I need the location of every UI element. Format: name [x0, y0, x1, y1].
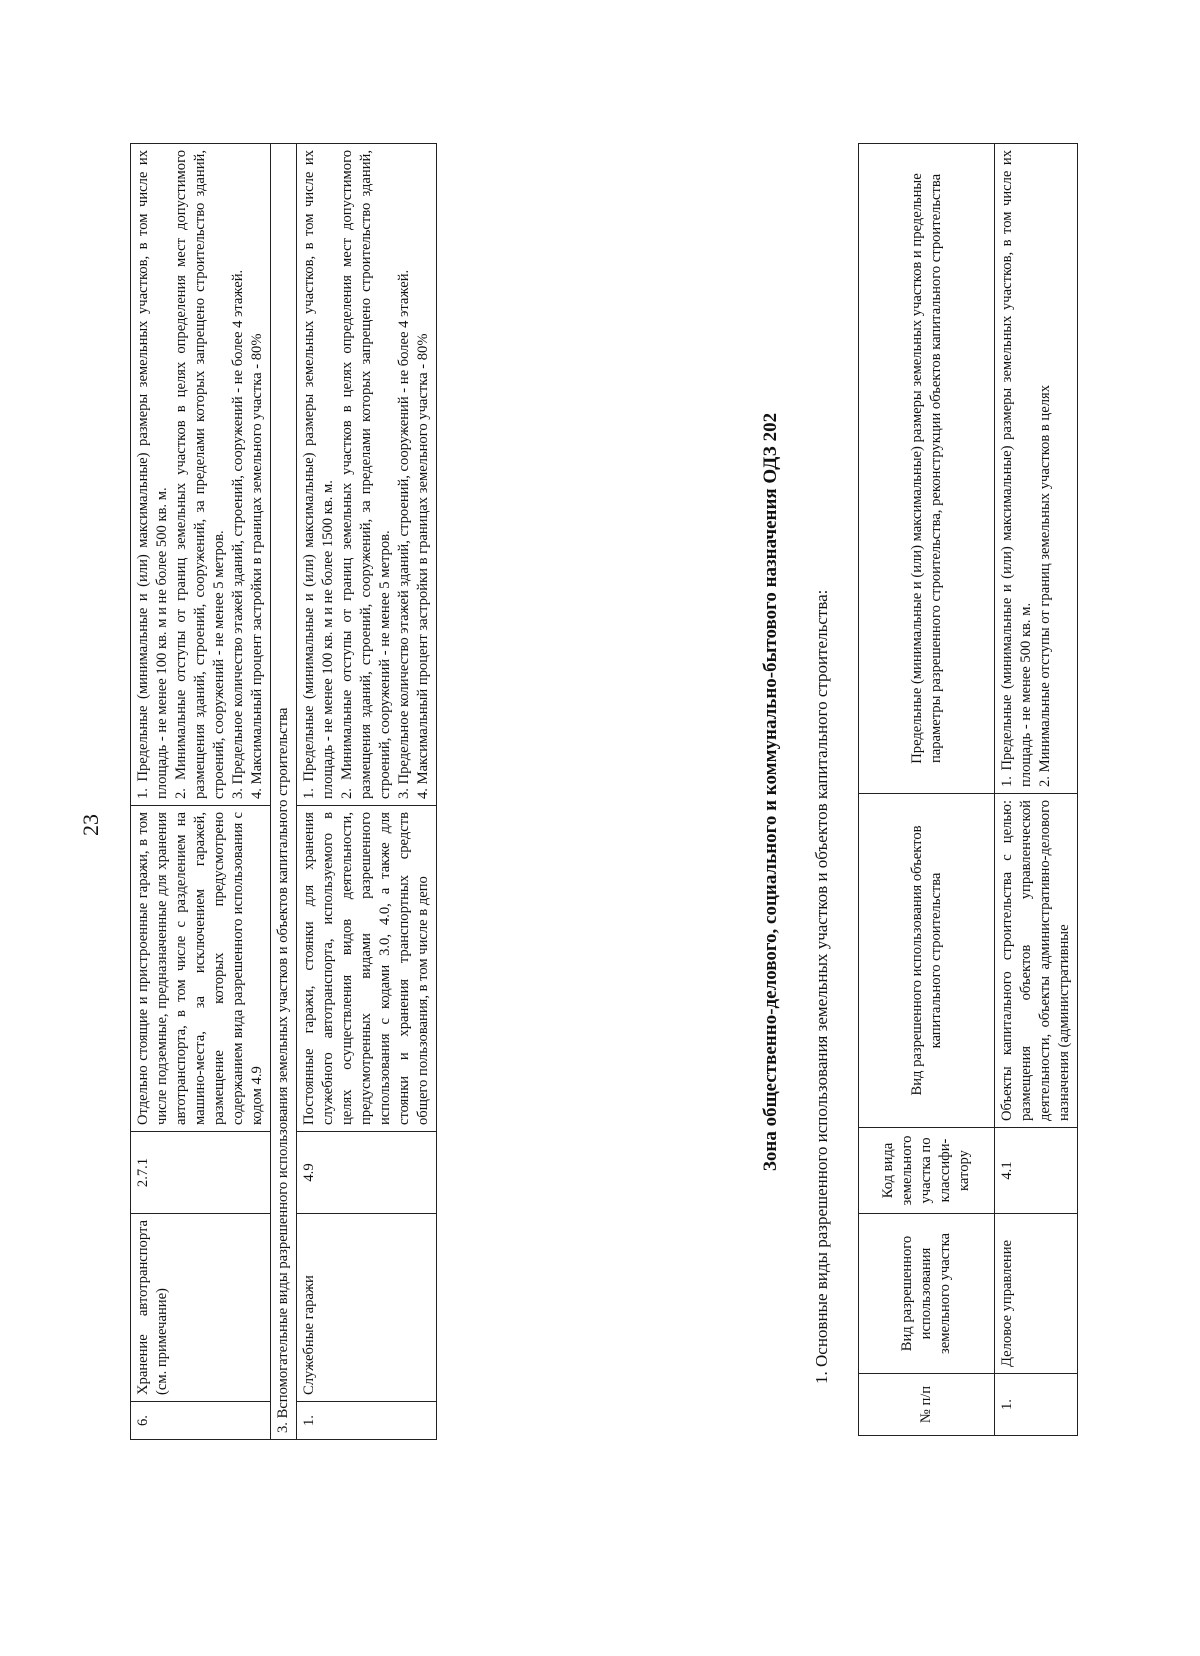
parameter-item: 1. Предельные (минимальные и (или) максимальные) размеры земельных участков, в том числе их площадь - не менее 100 кв. м и не более 500 кв. м. — [135, 150, 170, 799]
land-use-type: Хранение автотранспорта (см. примечание) — [131, 1214, 271, 1402]
parameter-item: 2. Минимальные отступы от границ земельных участков в целях определения мест допустимого размещения зданий, строений, сооружений, за пределами которых запрещено строительство зданий, строений, сооружений - не менее 5 метров. — [339, 150, 393, 799]
table-row — [297, 144, 437, 1440]
row-number: 1. — [297, 1402, 437, 1440]
column-header-land-use: Вид разрешенного использования земельного участка — [859, 1214, 995, 1374]
parameters-list — [134, 150, 267, 799]
table-row — [995, 144, 1078, 1436]
row-number: 6. — [131, 1402, 271, 1440]
section-heading: 3. Вспомогательные виды разрешенного использования земельных участков и объектов капитального строительства — [271, 144, 297, 1440]
land-use-table-continued — [130, 143, 437, 1440]
column-header-parameters: Предельные (минимальные и (или) максимальные) размеры земельных участков и предельные параметры разрешенного строительства, реконструкции объектов капитального строительства — [859, 144, 995, 794]
parameters-cell — [995, 144, 1078, 794]
parameter-item: 1. Предельные (минимальные и (или) максимальные) размеры земельных участков, в том числе их площадь - не менее 500 кв. м. — [999, 150, 1034, 787]
column-header-code: Код вида земельного участка по классифи- катору — [859, 1128, 995, 1214]
zone-title: Зона общественно-делового, социального и коммунально-бытового назначения ОДЗ 202 — [760, 412, 781, 1172]
row-number: 1. — [995, 1374, 1078, 1436]
parameter-item: 4. Максимальный процент застройки в границах земельного участка - 80% — [415, 333, 431, 799]
column-header-construction-use: Вид разрешенного использования объектов капитального строительства — [859, 794, 995, 1128]
section-heading: 1. Основные виды разрешенного использования земельных участков и объектов капитального строительства: — [812, 589, 831, 1384]
use-description: Объекты капитального строительства с целью: размещения объектов управленческой деятельности, объекты административно-делового назначения (административные — [995, 794, 1078, 1128]
column-header-number: № п/п — [859, 1374, 995, 1436]
parameter-item: 2. Минимальные отступы от границ земельных участков в целях определения мест допустимого размещения зданий, строений, сооружений, за пределами которых запрещено строительство зданий, строений, сооружений - не менее 5 метров. — [173, 150, 227, 799]
land-use-table-odz202 — [858, 143, 1078, 1436]
parameters-list — [998, 150, 1055, 787]
parameters-cell — [297, 144, 437, 806]
parameter-item: 3. Предельное количество этажей зданий, строений, сооружений - не более 4 этажей. — [396, 269, 412, 799]
land-use-type: Служебные гаражи — [297, 1214, 437, 1402]
parameter-item: 1. Предельные (минимальные и (или) максимальные) размеры земельных участков, в том числе их площадь - не менее 100 кв. м и не более 1500 кв. м. — [301, 150, 336, 799]
use-description: Отдельно стоящие и пристроенные гаражи, в том числе подземные, предназначенные для хранения автотранспорта, в том числе с разделением на машино-места, за исключением гаражей, размещение которых предусмотрено содержанием вида разрешенного использования с кодом 4.9 — [131, 806, 271, 1132]
table-row — [131, 144, 271, 1440]
classifier-code: 4.1 — [995, 1128, 1078, 1214]
classifier-code: 2.7.1 — [131, 1132, 271, 1214]
parameters-list — [300, 150, 433, 799]
land-use-type: Деловое управление — [995, 1214, 1078, 1374]
use-description: Постоянные гаражи, стоянки для хранения служебного автотранспорта, используемого в целях осуществления видов деятельности, предусмотренных видами разрешенного использования с кодами 3.0, 4.0, а также для стоянки и хранения транспортных средств общего пользования, в том числе в депо — [297, 806, 437, 1132]
classifier-code: 4.9 — [297, 1132, 437, 1214]
parameter-item: 3. Предельное количество этажей зданий, строений, сооружений - не более 4 этажей. — [230, 269, 246, 799]
parameter-item: 2. Минимальные отступы от границ земельных участков в целях — [1037, 385, 1053, 787]
table-header-row — [859, 144, 995, 1436]
parameters-cell — [131, 144, 271, 806]
page-number: 23 — [78, 814, 103, 836]
parameter-item: 4. Максимальный процент застройки в границах земельного участка - 80% — [249, 333, 265, 799]
section-heading-row — [271, 144, 297, 1440]
